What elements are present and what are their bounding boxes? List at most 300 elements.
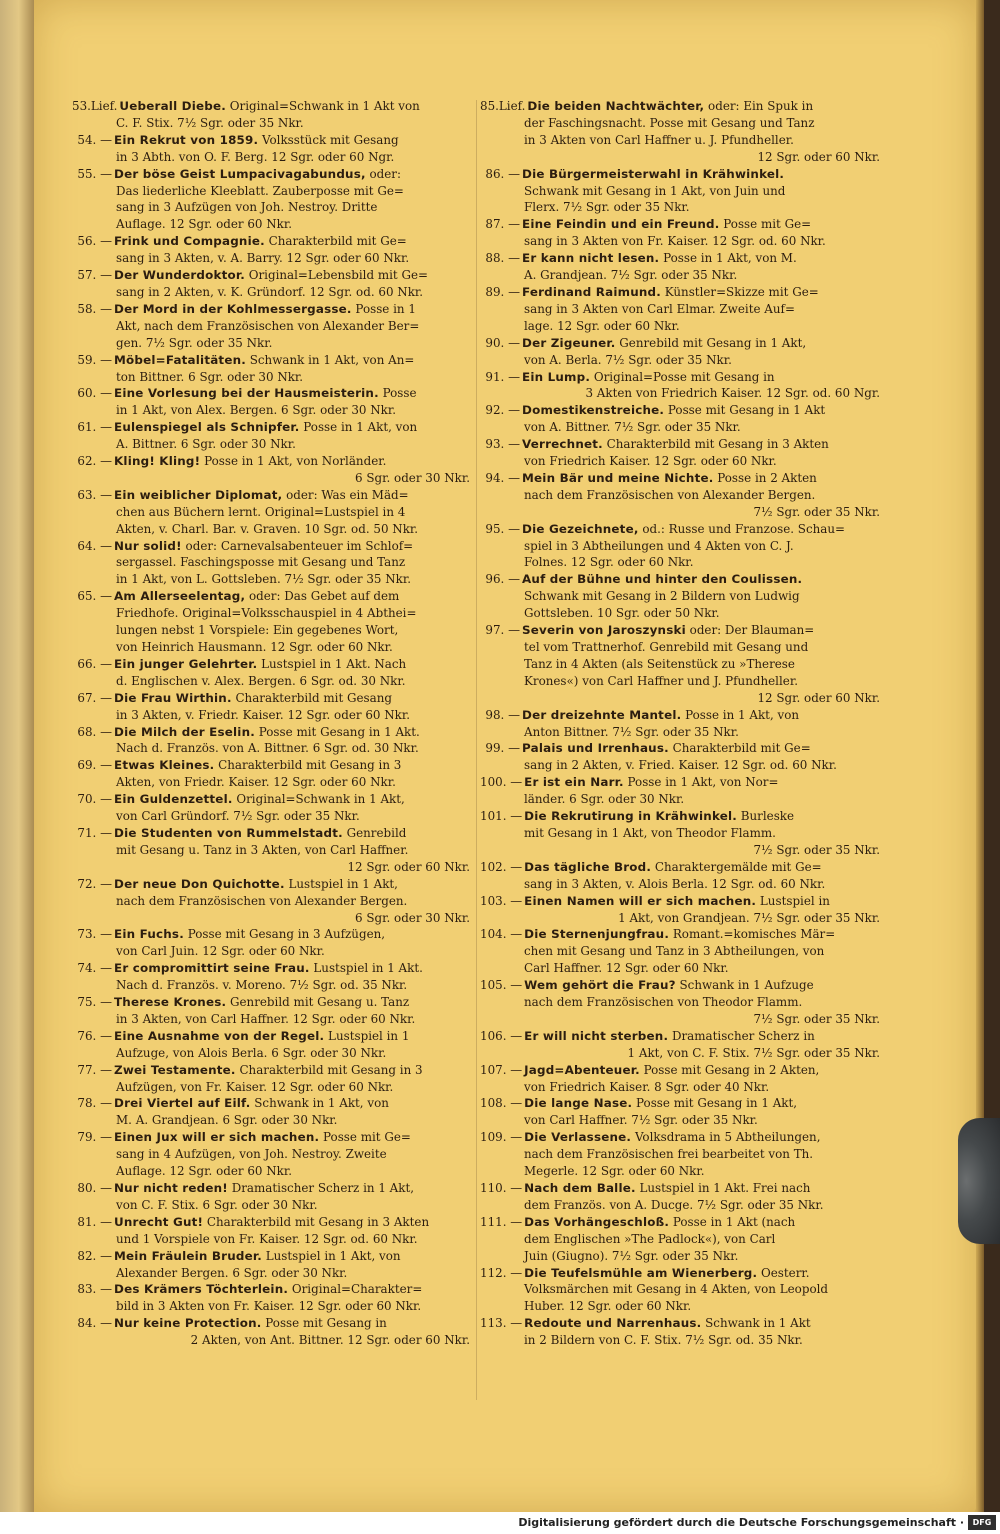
entry-description: Posse mit Gesang in 1 Akt, <box>636 1096 798 1111</box>
catalog-entry <box>72 1062 472 1096</box>
catalog-entry <box>72 352 472 386</box>
entry-line: A. Grandjean. 7½ Sgr. oder 35 Nkr. <box>524 268 738 283</box>
entry-line: Juin (Giugno). 7½ Sgr. oder 35 Nkr. <box>524 1248 739 1263</box>
entry-first-line <box>480 436 882 453</box>
entry-title: Die Teufelsmühle am Wienerberg. <box>524 1265 758 1280</box>
entry-line: nach dem Französischen frei bearbeitet von Th. <box>524 1147 814 1162</box>
entry-description: Original=Schwank in 1 Akt von <box>229 99 420 113</box>
entry-number: 96. — <box>485 572 520 587</box>
entry-number: 102. — <box>480 859 523 874</box>
catalog-entry <box>72 267 472 301</box>
catalog-entry <box>480 1180 882 1214</box>
entry-line: bild in 3 Akten von Fr. Kaiser. 12 Sgr. oder 60 Nkr. <box>116 1299 422 1314</box>
entry-title: Severin von Jaroszynski <box>522 623 686 638</box>
entry-first-line <box>72 538 472 555</box>
entry-number: 61. — <box>77 420 112 435</box>
catalog-entry <box>480 335 882 369</box>
entry-first-line <box>72 385 472 402</box>
entry-first-line <box>72 876 472 893</box>
entry-line: länder. 6 Sgr. oder 30 Nkr. <box>524 792 685 807</box>
entry-description: Posse mit Gesang in 1 Akt <box>667 403 826 418</box>
entry-first-line <box>72 98 472 115</box>
catalog-right-column <box>480 98 882 1349</box>
catalog-entry <box>480 470 882 521</box>
entry-first-line <box>480 774 882 791</box>
entry-first-line <box>480 166 882 183</box>
catalog-entry <box>480 1095 882 1129</box>
entry-description: Original=Lebensbild mit Ge= <box>248 268 428 283</box>
entry-title: Er compromittirt seine Frau. <box>114 961 310 976</box>
entry-description: od.: Russe und Franzose. Schau= <box>642 521 845 536</box>
entry-title: Eine Ausnahme von der Regel. <box>114 1028 325 1043</box>
catalog-entry <box>72 166 472 234</box>
entry-number: 95. — <box>485 521 520 536</box>
entry-first-line <box>480 369 882 386</box>
entry-description: Charakterbild mit Gesang in 3 <box>239 1062 423 1077</box>
entry-line: Friedhofe. Original=Volksschauspiel in 4 Abthei= <box>116 606 417 621</box>
entry-first-line <box>480 1062 882 1079</box>
entry-description: Posse in 1 Akt, von M. <box>663 251 797 266</box>
entry-line: von Friedrich Kaiser. 12 Sgr. oder 60 Nkr. <box>524 454 777 469</box>
entry-line: sang in 2 Akten, v. Fried. Kaiser. 12 Sgr. od. 60 Nkr. <box>524 758 837 773</box>
entry-description: Posse in 1 Akt, von <box>303 420 418 435</box>
footer-credit: Digitalisierung gefördert durch die Deutsche Forschungsgemeinschaft · <box>518 1516 964 1529</box>
entry-description: Lustspiel in 1 Akt. <box>313 961 423 976</box>
entry-line: d. Englischen v. Alex. Bergen. 6 Sgr. od. 30 Nkr. <box>116 673 406 688</box>
entry-line: in 3 Akten, v. Friedr. Kaiser. 12 Sgr. oder 60 Nkr. <box>116 707 410 722</box>
entry-first-line <box>72 233 472 250</box>
entry-price: 1 Akt, von Grandjean. 7½ Sgr. oder 35 Nkr. <box>618 910 880 925</box>
entry-line: in 3 Akten von Carl Haffner u. J. Pfundheller. <box>524 132 794 147</box>
entry-number: 67. — <box>77 690 112 705</box>
entry-first-line <box>480 1214 882 1231</box>
entry-line: nach dem Französischen von Alexander Bergen. <box>524 487 816 502</box>
entry-line: Aufzügen, von Fr. Kaiser. 12 Sgr. oder 60 Nkr. <box>116 1079 394 1094</box>
entry-description: Charakterbild mit Gesang in 3 <box>218 758 402 773</box>
entry-description: Dramatischer Scherz in <box>671 1028 815 1043</box>
entry-number: 56. — <box>77 234 112 249</box>
entry-description: Künstler=Skizze mit Ge= <box>664 284 819 299</box>
entry-title: Die lange Nase. <box>524 1096 633 1111</box>
entry-description: Charakterbild mit Ge= <box>268 234 407 249</box>
entry-description: oder: Das Gebet auf dem <box>248 589 400 604</box>
entry-line: sang in 3 Akten, v. Alois Berla. 12 Sgr. od. 60 Nkr. <box>524 876 826 891</box>
entry-number: 99. — <box>485 741 520 756</box>
book-binding <box>0 0 36 1520</box>
entry-line: von Heinrich Hausmann. 12 Sgr. oder 60 Nkr. <box>116 640 393 654</box>
entry-first-line <box>72 1095 472 1112</box>
entry-line: in 1 Akt, von L. Gottsleben. 7½ Sgr. oder 35 Nkr. <box>116 572 412 587</box>
entry-number: 98. — <box>485 707 520 722</box>
entry-description: Schwank in 1 Aufzuge <box>679 978 814 993</box>
entry-description: Lustspiel in 1 Akt. Nach <box>261 656 407 671</box>
catalog-entry <box>480 622 882 707</box>
entry-first-line <box>72 132 472 149</box>
entry-number: 62. — <box>77 454 112 469</box>
entry-line: sang in 4 Aufzügen, von Joh. Nestroy. Zweite <box>116 1147 387 1162</box>
entry-number: 70. — <box>77 792 112 807</box>
entry-price: 7½ Sgr. oder 35 Nkr. <box>753 1011 880 1026</box>
entry-number: 86. — <box>485 166 520 181</box>
catalog-entry <box>480 436 882 470</box>
entry-description: Schwank in 1 Akt, von <box>254 1096 389 1111</box>
entry-line: Das liederliche Kleeblatt. Zauberposse mit Ge= <box>116 183 404 198</box>
catalog-entry <box>72 419 472 453</box>
entry-line: Anton Bittner. 7½ Sgr. oder 35 Nkr. <box>524 724 739 739</box>
entry-description: Posse mit Ge= <box>323 1130 411 1145</box>
entry-title: Jagd=Abenteuer. <box>524 1062 640 1077</box>
entry-number: 93. — <box>485 437 520 452</box>
entry-number: 113. — <box>480 1316 523 1331</box>
entry-description: Charaktergemälde mit Ge= <box>654 859 822 874</box>
entry-line: von Carl Haffner. 7½ Sgr. oder 35 Nkr. <box>524 1113 758 1128</box>
entry-title: Er will nicht sterben. <box>524 1028 669 1043</box>
entry-title: Auf der Bühne und hinter den Coulissen. <box>522 572 803 587</box>
entry-title: Ein junger Gelehrter. <box>114 656 258 671</box>
entry-description: Volksstück mit Gesang <box>262 132 399 147</box>
entry-line: Aufzuge, von Alois Berla. 6 Sgr. oder 30 Nkr. <box>116 1045 387 1060</box>
entry-title: Ein Lump. <box>522 369 591 384</box>
entry-first-line <box>480 808 882 825</box>
catalog-entry <box>72 690 472 724</box>
entry-description: oder: Der Blauman= <box>689 623 815 638</box>
entry-line: mit Gesang u. Tanz in 3 Akten, von Carl Haffner. <box>116 842 409 857</box>
catalog-entry <box>72 233 472 267</box>
entry-line: C. F. Stix. 7½ Sgr. oder 35 Nkr. <box>116 115 304 130</box>
entry-description: Posse in 1 Akt, von <box>685 707 800 722</box>
catalog-entry <box>480 808 882 859</box>
entry-line: Tanz in 4 Akten (als Seitenstück zu »Therese <box>524 656 795 671</box>
catalog-entry <box>72 385 472 419</box>
entry-title: Ein weiblicher Diplomat, <box>114 487 283 502</box>
entry-line: lage. 12 Sgr. oder 60 Nkr. <box>524 318 680 333</box>
catalog-entry <box>72 588 472 656</box>
entry-number: 80. — <box>77 1181 112 1195</box>
entry-description: oder: <box>369 166 401 181</box>
entry-line: von Carl Juin. 12 Sgr. oder 60 Nkr. <box>116 944 325 959</box>
entry-line: sang in 2 Akten, v. K. Gründorf. 12 Sgr. od. 60 Nkr. <box>116 284 424 299</box>
entry-number: 110. — <box>480 1181 523 1195</box>
entry-first-line <box>480 740 882 757</box>
entry-description: Posse <box>382 386 417 401</box>
entry-line: ton Bittner. 6 Sgr. oder 30 Nkr. <box>116 369 304 384</box>
entry-first-line <box>72 352 472 369</box>
entry-line: Folnes. 12 Sgr. oder 60 Nkr. <box>524 555 694 570</box>
entry-title: Nur keine Protection. <box>114 1316 262 1331</box>
entry-number: 76. — <box>77 1028 112 1043</box>
catalog-entry <box>480 1028 882 1062</box>
entry-first-line <box>480 893 882 910</box>
entry-description: Charakterbild mit Gesang in 3 Akten <box>606 437 829 452</box>
entry-title: Mein Bär und meine Nichte. <box>522 470 714 485</box>
entry-line: von C. F. Stix. 6 Sgr. oder 30 Nkr. <box>116 1197 318 1212</box>
entry-line: in 3 Akten, von Carl Haffner. 12 Sgr. oder 60 Nkr. <box>116 1011 416 1026</box>
entry-first-line <box>72 487 472 504</box>
entry-first-line <box>480 402 882 419</box>
catalog-entry <box>72 132 472 166</box>
entry-line: Flerx. 7½ Sgr. oder 35 Nkr. <box>524 200 690 215</box>
entry-description: Volksdrama in 5 Abtheilungen, <box>634 1130 821 1145</box>
entry-line: Volksmärchen mit Gesang in 4 Akten, von Leopold <box>524 1282 829 1297</box>
catalog-entry <box>72 301 472 352</box>
entry-first-line <box>480 250 882 267</box>
catalog-entry <box>72 994 472 1028</box>
entry-description: Lustspiel in 1 Akt. Frei nach <box>639 1181 811 1195</box>
catalog-entry <box>480 707 882 741</box>
entry-description: Genrebild mit Gesang u. Tanz <box>230 995 410 1010</box>
entry-description: Schwank in 1 Akt <box>705 1316 811 1331</box>
entry-number: 60. — <box>77 386 112 401</box>
entry-description: Genrebild <box>346 825 407 840</box>
entry-number: 81. — <box>77 1214 112 1229</box>
entry-price: 7½ Sgr. oder 35 Nkr. <box>753 504 880 519</box>
entry-title: Der Wunderdoktor. <box>114 268 245 283</box>
entry-title: Kling! Kling! <box>114 454 201 469</box>
entry-number: 57. — <box>77 268 112 283</box>
entry-description: Romant.=komisches Mär= <box>672 927 836 942</box>
catalog-entry <box>72 1214 472 1248</box>
entry-description: Original=Posse mit Gesang in <box>593 369 775 384</box>
entry-title: Der böse Geist Lumpacivagabundus, <box>114 166 366 181</box>
entry-title: Er kann nicht lesen. <box>522 251 660 266</box>
entry-description: Posse in 1 Akt, von Norländer. <box>204 454 387 469</box>
catalog-entry <box>480 1129 882 1180</box>
entry-number: 73. — <box>77 927 112 942</box>
entry-number: 109. — <box>480 1130 523 1145</box>
entry-description: Lustspiel in 1 Akt, <box>288 876 398 891</box>
entry-title: Einen Namen will er sich machen. <box>524 893 757 908</box>
entry-first-line <box>72 588 472 605</box>
entry-description: Original=Charakter= <box>291 1282 423 1297</box>
entry-title: Mein Fräulein Bruder. <box>114 1248 262 1263</box>
catalog-entry <box>480 166 882 217</box>
entry-line: lungen nebst 1 Vorspiele: Ein gegebenes Wort, <box>116 623 399 638</box>
entry-price: 2 Akten, von Ant. Bittner. 12 Sgr. oder 60 Nkr. <box>190 1333 470 1348</box>
entry-first-line <box>480 521 882 538</box>
entry-number: 107. — <box>480 1062 523 1077</box>
entry-line: spiel in 3 Abtheilungen und 4 Akten von C. J. <box>524 538 794 553</box>
dfg-logo: DFG <box>968 1515 996 1530</box>
catalog-entry <box>480 521 882 572</box>
entry-number: 89. — <box>485 284 520 299</box>
catalog-entry <box>72 791 472 825</box>
catalog-entry <box>72 960 472 994</box>
entry-title: Zwei Testamente. <box>114 1062 236 1077</box>
entry-title: Therese Krones. <box>114 995 227 1010</box>
entry-price: 12 Sgr. oder 60 Nkr. <box>347 859 470 874</box>
entry-first-line <box>480 284 882 301</box>
catalog-entry <box>480 1315 882 1349</box>
entry-description: Posse in 2 Akten <box>717 470 817 485</box>
entry-line: in 2 Bildern von C. F. Stix. 7½ Sgr. od. 35 Nkr. <box>524 1333 803 1348</box>
entry-description: Lustspiel in <box>759 893 830 908</box>
entry-title: Ein Guldenzettel. <box>114 792 233 807</box>
entry-number: 63. — <box>77 487 112 502</box>
entry-description: Posse mit Ge= <box>723 217 812 232</box>
entry-title: Palais und Irrenhaus. <box>522 741 669 756</box>
entry-price: 7½ Sgr. oder 35 Nkr. <box>753 842 880 857</box>
entry-title: Die Gezeichnete, <box>522 521 639 536</box>
catalog-entry <box>72 98 472 132</box>
entry-line: nach dem Französischen von Alexander Bergen. <box>116 893 408 908</box>
entry-price: 1 Akt, von C. F. Stix. 7½ Sgr. oder 35 Nkr. <box>627 1045 880 1060</box>
catalog-entry <box>72 487 472 538</box>
entry-first-line <box>480 977 882 994</box>
entry-title: Die Milch der Eselin. <box>114 724 255 739</box>
entry-title: Die Sternenjungfrau. <box>524 927 670 942</box>
entry-number: 111. — <box>480 1214 523 1229</box>
entry-number: 71. — <box>77 825 112 840</box>
entry-price: 6 Sgr. oder 30 Nkr. <box>355 470 470 485</box>
catalog-left-column <box>72 98 472 1349</box>
entry-number: 79. — <box>77 1130 112 1145</box>
entry-first-line <box>480 859 882 876</box>
catalog-entry <box>480 402 882 436</box>
entry-title: Ueberall Diebe. <box>119 99 226 113</box>
entry-number: 92. — <box>485 403 520 418</box>
entry-first-line <box>72 419 472 436</box>
entry-first-line <box>72 757 472 774</box>
entry-line: von Carl Gründorf. 7½ Sgr. oder 35 Nkr. <box>116 809 360 824</box>
entry-first-line <box>480 1180 882 1197</box>
entry-line: tel vom Trattnerhof. Genrebild mit Gesang und <box>524 640 809 654</box>
entry-line: sang in 3 Akten, v. A. Barry. 12 Sgr. oder 60 Nkr. <box>116 251 410 266</box>
entry-first-line <box>480 335 882 352</box>
entry-price: 6 Sgr. oder 30 Nkr. <box>355 910 470 925</box>
entry-line: der Faschingsnacht. Posse mit Gesang und Tanz <box>524 115 815 130</box>
entry-title: Etwas Kleines. <box>114 758 215 773</box>
entry-title: Verrechnet. <box>522 437 603 452</box>
entry-number: 66. — <box>77 656 112 671</box>
catalog-entry <box>72 724 472 758</box>
catalog-entry <box>480 284 882 335</box>
entry-line: Huber. 12 Sgr. oder 60 Nkr. <box>524 1299 692 1314</box>
entry-description: Posse in 1 Akt, von Nor= <box>627 775 779 790</box>
entry-number: 83. — <box>77 1282 112 1297</box>
entry-description: Lustspiel in 1 Akt, von <box>265 1248 401 1263</box>
entry-first-line <box>72 926 472 943</box>
entry-description: Genrebild mit Gesang in 1 Akt, <box>619 335 807 350</box>
entry-description: Posse mit Gesang in 3 Aufzügen, <box>187 927 386 942</box>
entry-number: 106. — <box>480 1028 523 1043</box>
entry-title: Am Allerseelentag, <box>114 589 246 604</box>
entry-line: Schwank mit Gesang in 2 Bildern von Ludwig <box>524 589 800 604</box>
entry-description: Dramatischer Scherz in 1 Akt, <box>231 1181 415 1195</box>
entry-line: Akten, v. Charl. Bar. v. Graven. 10 Sgr. od. 50 Nkr. <box>116 521 419 536</box>
entry-number: 72. — <box>77 876 112 891</box>
entry-line: Auflage. 12 Sgr. oder 60 Nkr. <box>116 1164 293 1179</box>
entry-line: dem Englischen »The Padlock«), von Carl <box>524 1231 776 1246</box>
entry-number: 87. — <box>485 217 520 232</box>
entry-title: Eine Vorlesung bei der Hausmeisterin. <box>114 386 379 401</box>
entry-number: 58. — <box>77 301 112 316</box>
entry-number: 59. — <box>77 352 112 367</box>
entry-description: Schwank in 1 Akt, von An= <box>249 352 415 367</box>
entry-first-line <box>72 1315 472 1332</box>
entry-title: Unrecht Gut! <box>114 1214 204 1229</box>
catalog-entry <box>72 825 472 876</box>
entry-number: 82. — <box>77 1248 112 1263</box>
entry-description: Oesterr. <box>761 1265 810 1280</box>
catalog-entry <box>480 740 882 774</box>
entry-first-line <box>72 1248 472 1265</box>
entry-line: Auflage. 12 Sgr. oder 60 Nkr. <box>116 217 293 232</box>
entry-first-line <box>72 1129 472 1146</box>
entry-line: sergassel. Faschingsposse mit Gesang und Tanz <box>116 555 406 570</box>
entry-number: 78. — <box>77 1096 112 1111</box>
entry-number: 74. — <box>77 961 112 976</box>
entry-line: und 1 Vorspiele von Fr. Kaiser. 12 Sgr. od. 60 Nkr. <box>116 1231 418 1246</box>
entry-title: Die beiden Nachtwächter, <box>527 99 705 113</box>
entry-number: 91. — <box>485 369 520 384</box>
entry-title: Drei Viertel auf Eilf. <box>114 1096 251 1111</box>
entry-line: von A. Berla. 7½ Sgr. oder 35 Nkr. <box>524 352 732 367</box>
catalog-entry <box>72 538 472 589</box>
entry-number: 84. — <box>77 1316 112 1331</box>
entry-title: Der Zigeuner. <box>522 335 616 350</box>
entry-line: chen mit Gesang und Tanz in 3 Abtheilungen, von <box>524 944 825 959</box>
entry-line: Krones«) von Carl Haffner und J. Pfundheller. <box>524 673 798 688</box>
entry-title: Nach dem Balle. <box>524 1181 636 1195</box>
catalog-entry <box>480 571 882 622</box>
entry-line: sang in 3 Akten von Fr. Kaiser. 12 Sgr. od. 60 Nkr. <box>524 234 826 249</box>
entry-number: 90. — <box>485 335 520 350</box>
catalog-entry <box>72 1028 472 1062</box>
entry-description: Posse mit Gesang in 2 Akten, <box>643 1062 820 1077</box>
catalog-entry <box>72 1129 472 1180</box>
entry-line: Nach d. Französ. von A. Bittner. 6 Sgr. od. 30 Nkr. <box>116 741 419 756</box>
catalog-entry <box>72 876 472 927</box>
entry-line: Gottsleben. 10 Sgr. oder 50 Nkr. <box>524 606 720 621</box>
entry-title: Möbel=Fatalitäten. <box>114 352 246 367</box>
entry-number: 75. — <box>77 995 112 1010</box>
footer-bar <box>0 1512 1000 1534</box>
page-clip <box>958 1118 1000 1244</box>
entry-description: Charakterbild mit Gesang in 3 Akten <box>206 1214 430 1229</box>
entry-description: Lustspiel in 1 <box>328 1028 410 1043</box>
entry-description: Posse in 1 <box>355 301 416 316</box>
entry-title: Des Krämers Töchterlein. <box>114 1282 289 1297</box>
entry-line: A. Bittner. 6 Sgr. oder 30 Nkr. <box>116 437 296 452</box>
entry-line: Megerle. 12 Sgr. oder 60 Nkr. <box>524 1164 705 1179</box>
entry-line: mit Gesang in 1 Akt, von Theodor Flamm. <box>524 825 776 840</box>
entry-title: Der Mord in der Kohlmessergasse. <box>114 301 352 316</box>
catalog-entry <box>72 1248 472 1282</box>
entry-title: Die Frau Wirthin. <box>114 690 232 705</box>
entry-number: 53.Lief. <box>72 99 118 113</box>
entry-description: Posse in 1 Akt (nach <box>672 1214 796 1229</box>
entry-line: M. A. Grandjean. 6 Sgr. oder 30 Nkr. <box>116 1113 338 1128</box>
entry-title: Das Vorhängeschloß. <box>524 1214 670 1229</box>
entry-first-line <box>72 301 472 318</box>
entry-title: Das tägliche Brod. <box>524 859 652 874</box>
entry-number: 108. — <box>480 1096 523 1111</box>
entry-number: 112. — <box>480 1265 523 1280</box>
entry-number: 105. — <box>480 978 523 993</box>
catalog-entry <box>480 216 882 250</box>
entry-number: 64. — <box>77 538 112 553</box>
entry-first-line <box>72 1028 472 1045</box>
catalog-entry <box>72 926 472 960</box>
catalog-entry <box>480 1062 882 1096</box>
catalog-entry <box>480 859 882 893</box>
entry-title: Er ist ein Narr. <box>524 775 624 790</box>
entry-description: Original=Schwank in 1 Akt, <box>236 792 405 807</box>
entry-title: Der dreizehnte Mantel. <box>522 707 682 722</box>
entry-description: Charakterbild mit Gesang <box>235 690 393 705</box>
entry-number: 103. — <box>480 893 523 908</box>
entry-number: 94. — <box>485 470 520 485</box>
